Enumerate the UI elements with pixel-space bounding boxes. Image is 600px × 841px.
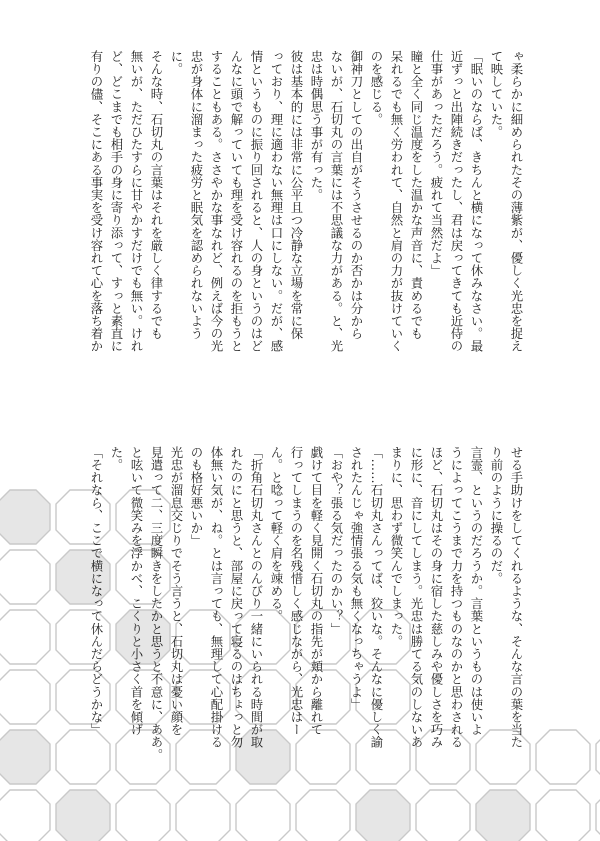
- octagon-shape: [0, 670, 50, 724]
- text-column: 無いが、ただひたすらに甘やかすだけでも無い。けれ: [129, 50, 144, 353]
- text-column: せる手助けをしてくれるような、そんな言の葉を当た: [509, 446, 524, 749]
- text-column: 御神刀としての出自がそうさせるのか否かは分から: [349, 50, 364, 340]
- text-column: されたんじゃ強情張る気も無くなっちゃうよ」: [349, 446, 364, 711]
- text-column: 瞳と全く同じ温度をした温かな声音に、責めるでも: [409, 50, 424, 340]
- text-column: 戯けて目を軽く見開く石切丸の指先が頬から離れて: [309, 446, 324, 736]
- text-column: 忠は時偶思う事が有った。: [309, 50, 324, 202]
- text-column: り前のように操るのだ。: [489, 446, 504, 585]
- text-column: ほど、石切丸はその身に宿した慈しみや優しさを巧み: [429, 446, 444, 749]
- text-column: れたのにと思うと、部屋に戻って寝るのはちょっと勿: [229, 446, 244, 749]
- text-column: ゃ柔らかに細められたその薄紫が、優しく光忠を捉え: [509, 50, 524, 353]
- text-column: ど、どこまでも相手の身に寄り添って、すっと素直に: [109, 50, 124, 353]
- text-column: そんな時、石切丸の言葉はそれを厳しく律するでも: [149, 50, 164, 340]
- text-column: 「おや？張る気だったのかい？」: [329, 446, 344, 635]
- octagon-shape: [536, 730, 590, 784]
- text-column: 彼は基本的には非常に公平且つ冷静な立場を常に保: [289, 50, 304, 340]
- text-column: まりに、思わず微笑んでしまった。: [389, 446, 404, 648]
- octagon-shape: [0, 610, 50, 664]
- text-column: んなに頭で解っていても理を受け容れるのを拒もうと: [229, 50, 244, 353]
- text-column: 有りの儘、そこにある事実を受け容れて心を落ち着か: [89, 50, 104, 353]
- text-column: のも格好悪いか」: [189, 446, 204, 547]
- text-column: 仕事があっただろう。疲れて当然だよ」: [429, 50, 444, 277]
- text-column: 体無い気が、ね。とは言っても、無理して心配掛ける: [209, 446, 224, 749]
- text-column: することもある。ささやかな事なれど、例えば今の光: [209, 50, 224, 353]
- text-column: に。: [169, 50, 184, 76]
- text-column: っており、理に適わない無理は口にしない。だが、感: [269, 50, 284, 353]
- text-column: 見遣って二、三度瞬きをしたかと思うと不意に、ああ。: [149, 446, 164, 761]
- octagon-shape: [0, 490, 50, 544]
- text-column: 呆れるでも無く労われて、自然と肩の力が抜けていく: [389, 50, 404, 353]
- octagon-shape: [596, 730, 600, 784]
- text-column: ん。と唸って軽く肩を竦める。: [269, 446, 284, 623]
- text-column: た。: [109, 446, 124, 472]
- text-column: 言霊、というのだろうか。言葉というものは使いよ: [469, 446, 484, 736]
- text-column: 「それなら、ここで横になって休んだらどうかな」: [89, 446, 104, 736]
- text-column: 「……石切丸さんってば、狡いな。そんなに優しく諭: [369, 446, 384, 749]
- text-column: と呟いて微笑みを浮かべ、こくりと小さく首を傾げ: [129, 446, 144, 736]
- octagon-shape: [0, 790, 50, 841]
- octagon-shape: [536, 790, 590, 841]
- text-column: 行ってしまうのを名残惜しく感じながら、光忠はー: [289, 446, 304, 736]
- text-column: 忠が身体に溜まった疲労と眠気を認められないよう: [189, 50, 204, 340]
- text-column: て映していた。: [489, 50, 504, 139]
- octagon-shape: [0, 730, 50, 784]
- text-column: 光忠が溜息交じりでそう言うと、石切丸は憂い顔を: [169, 446, 184, 736]
- octagon-shape: [0, 550, 50, 604]
- text-column: に形に、音にしてしまう。光忠は勝てる気のしないあ: [409, 446, 424, 749]
- text-column: ないが、石切丸の言葉には不思議な力がある。と、光: [329, 50, 344, 353]
- text-column: 「眠いのならば、きちんと横になって休みなさい。最: [469, 50, 484, 353]
- text-column: うによってこうまで力を持つものなのかと思わされる: [449, 446, 464, 749]
- text-column: のを感じる。: [369, 50, 384, 126]
- text-column: 「折角石切丸さんとのんびり一緒にいられる時間が取: [249, 446, 264, 749]
- octagon-shape: [596, 790, 600, 841]
- text-column: 情というものに振り回されると、人の身というのはど: [249, 50, 264, 353]
- text-column: 近ずっと出陣続きだったし、君は戻ってきても近侍の: [449, 50, 464, 353]
